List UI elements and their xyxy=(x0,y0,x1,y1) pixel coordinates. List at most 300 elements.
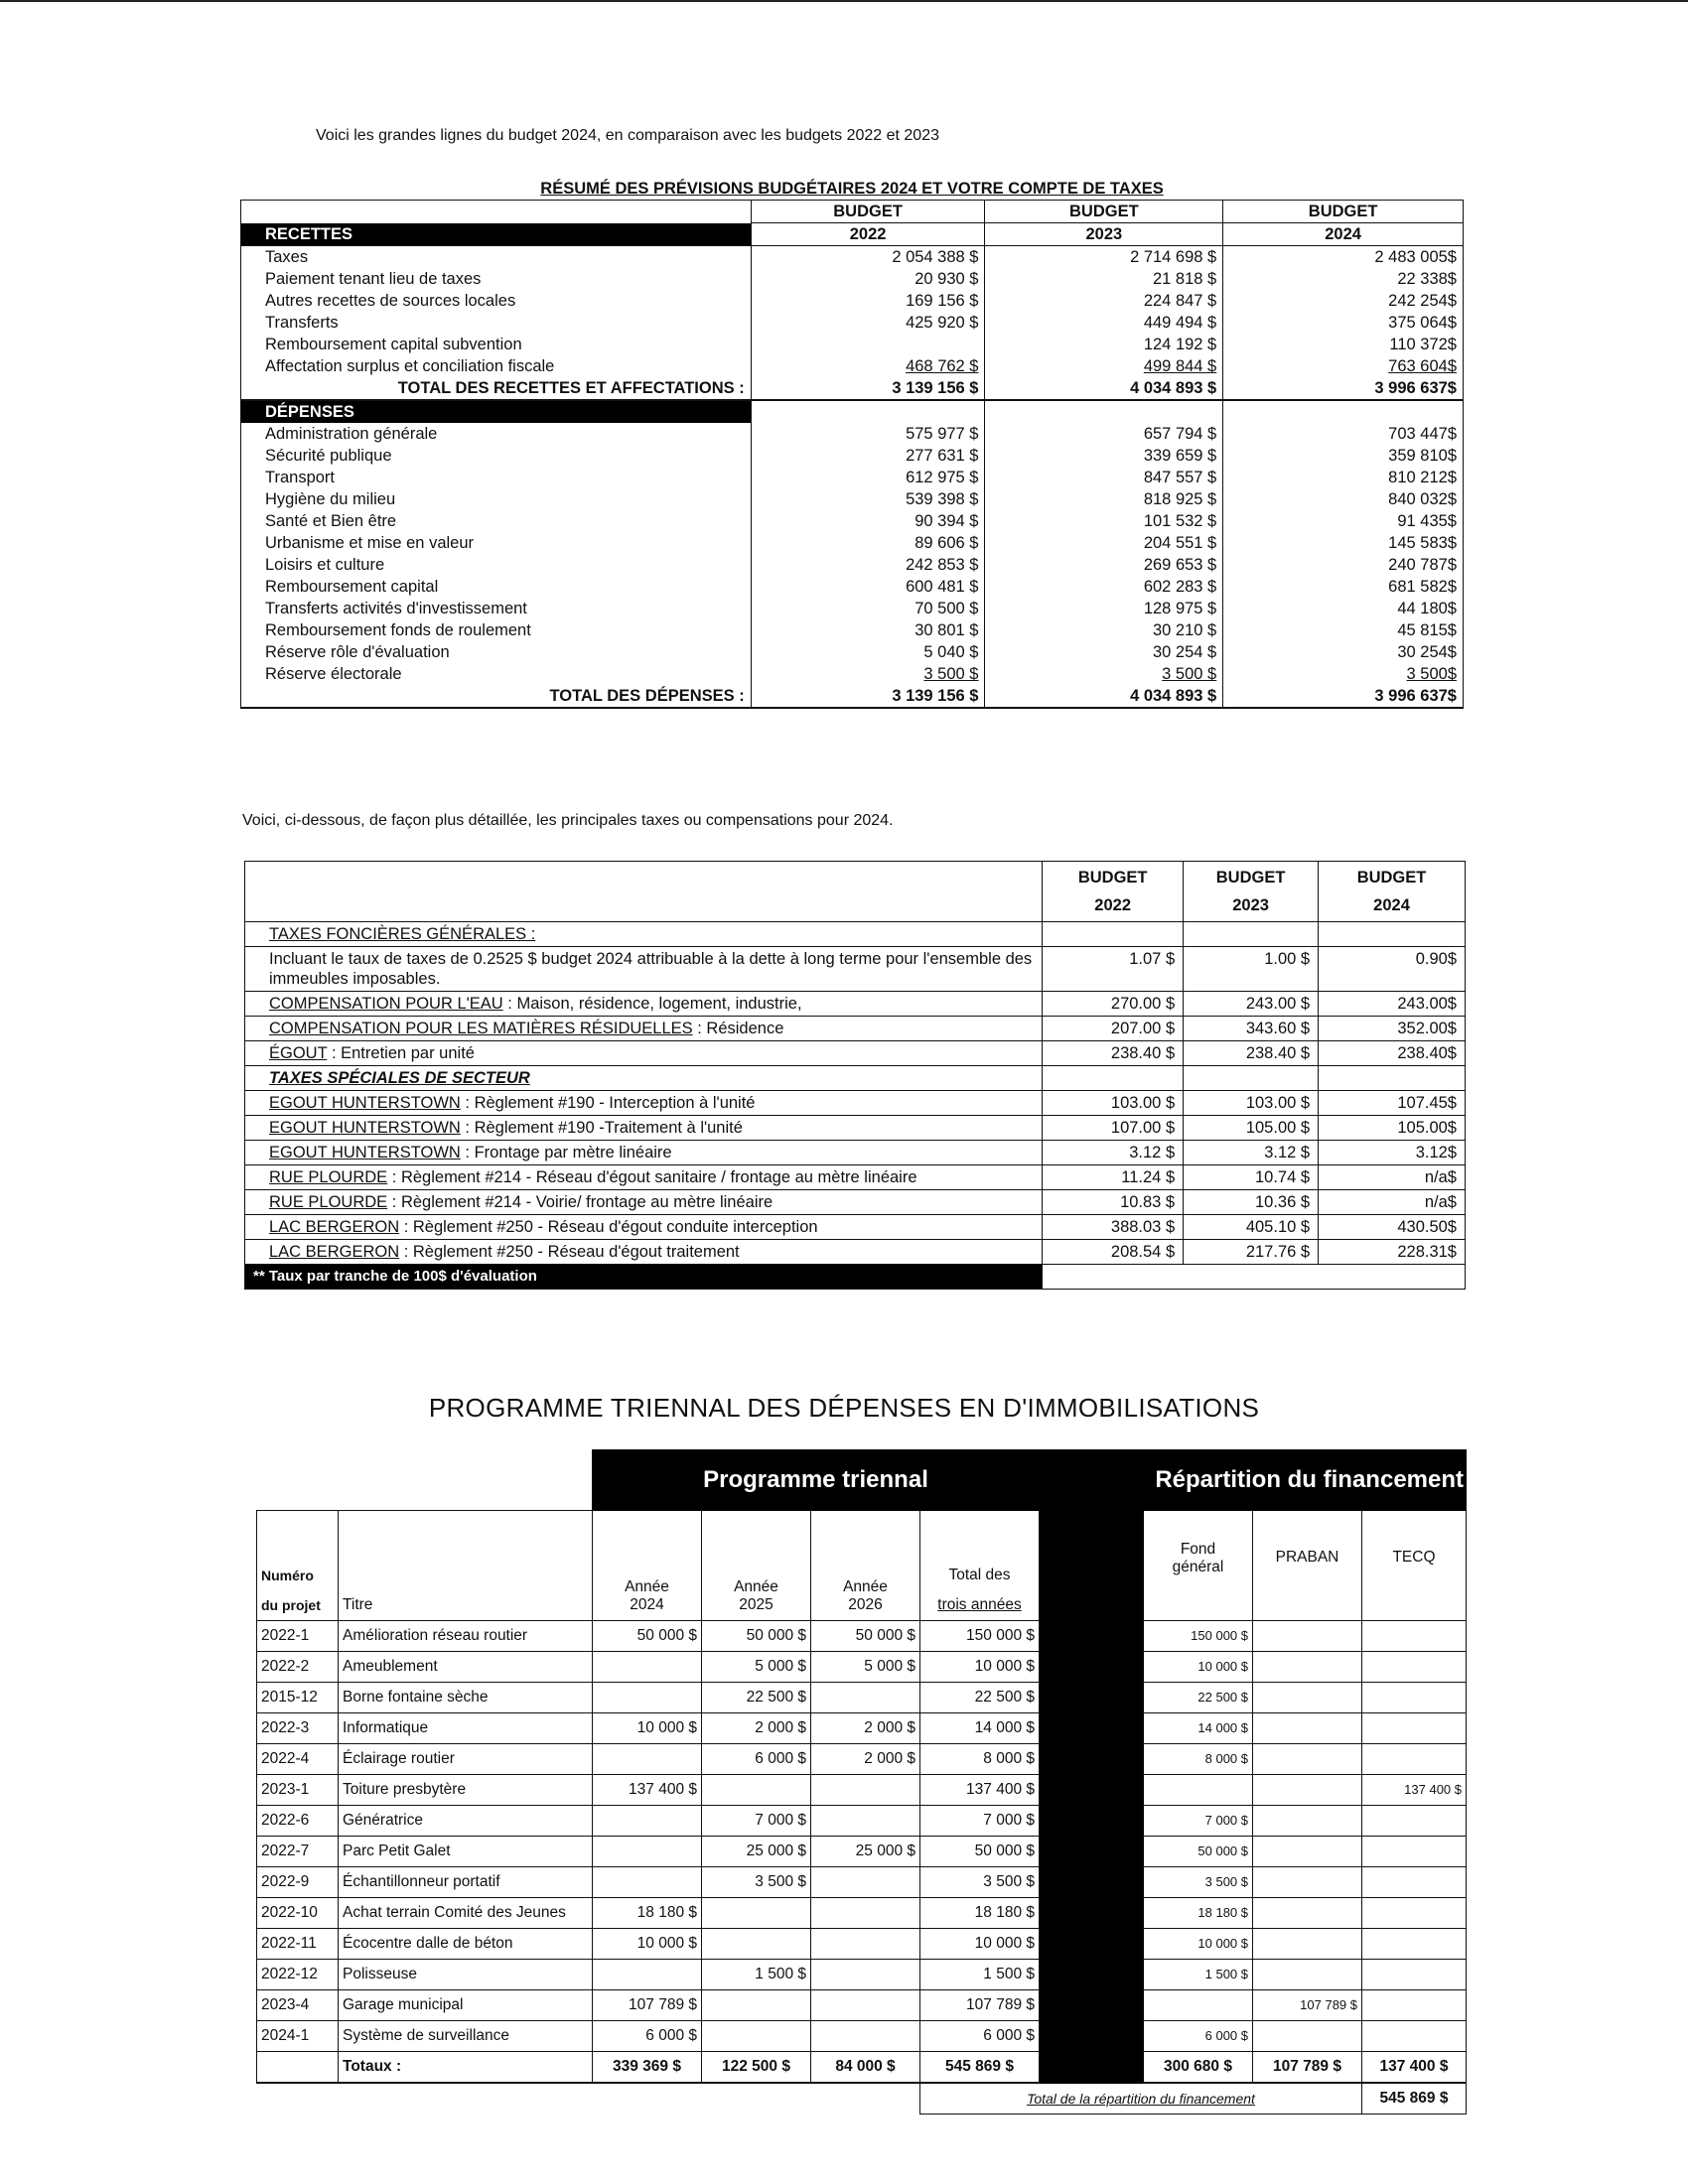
project-amount xyxy=(811,1775,920,1806)
row-value: 810 212$ xyxy=(1388,469,1457,486)
summary-row xyxy=(241,312,1464,334)
project-title: Amélioration réseau routier xyxy=(339,1621,593,1652)
row-label: Paiement tenant lieu de taxes xyxy=(241,268,752,290)
tax-description: : Règlement #214 - Voirie/ frontage au mètre linéaire xyxy=(387,1193,774,1211)
row-value: 5 040 $ xyxy=(923,643,979,661)
project-amount: 3 500 $ xyxy=(920,1867,1040,1898)
project-amount xyxy=(702,2021,811,2052)
project-title: Écocentre dalle de béton xyxy=(339,1929,593,1960)
financing-amount: 6 000 $ xyxy=(1144,2021,1253,2052)
project-number: 2015-12 xyxy=(257,1683,339,1713)
year-label: 2022 xyxy=(751,223,985,246)
tax-name: EGOUT HUNTERSTOWN xyxy=(269,1119,461,1137)
ptdi-group-row xyxy=(257,1450,1467,1511)
rate-value: 3.12 $ xyxy=(1043,1141,1184,1165)
financing-amount xyxy=(1362,1683,1467,1713)
summary-row xyxy=(241,598,1464,619)
project-number: 2022-7 xyxy=(257,1837,339,1867)
project-amount: 50 000 $ xyxy=(811,1621,920,1652)
project-row xyxy=(257,1929,1467,1960)
project-row xyxy=(257,1806,1467,1837)
total-label: TOTAL DES DÉPENSES : xyxy=(241,685,752,708)
general-header: TAXES FONCIÈRES GÉNÉRALES : xyxy=(269,925,536,943)
rate-value: 207.00 $ xyxy=(1043,1017,1184,1041)
summary-row xyxy=(241,268,1464,290)
rate-value: 105.00 $ xyxy=(1184,1116,1319,1141)
row-value: 3 500 $ xyxy=(1162,665,1217,683)
project-amount: 7 000 $ xyxy=(702,1806,811,1837)
expense-header-row xyxy=(241,400,1464,423)
financing-amount: 10 000 $ xyxy=(1144,1652,1253,1683)
financing-amount xyxy=(1253,1867,1362,1898)
project-title: Ameublement xyxy=(339,1652,593,1683)
project-row xyxy=(257,1744,1467,1775)
financing-amount xyxy=(1253,1683,1362,1713)
general-rate-text: Incluant le taux de taxes de 0.2525 $ budget 2024 attribuable à la dette à long terme pour l'ensemble des immeubles imposables. xyxy=(245,947,1043,992)
rate-value: 243.00 $ xyxy=(1184,992,1319,1017)
project-amount: 22 500 $ xyxy=(702,1683,811,1713)
financing-amount xyxy=(1362,1652,1467,1683)
summary-row xyxy=(241,619,1464,641)
project-amount: 6 000 $ xyxy=(593,2021,702,2052)
row-value: 499 844 $ xyxy=(1143,357,1217,375)
tax-row xyxy=(245,1240,1466,1265)
project-title: Borne fontaine sèche xyxy=(339,1683,593,1713)
row-value: 20 930 $ xyxy=(914,270,979,288)
summary-title: RÉSUMÉ DES PRÉVISIONS BUDGÉTAIRES 2024 ET VOTRE COMPTE DE TAXES xyxy=(540,180,1164,198)
summary-row xyxy=(241,334,1464,355)
row-value: 600 481 $ xyxy=(906,578,979,596)
rate-value: 228.31$ xyxy=(1319,1240,1466,1265)
tax-description: : Règlement #190 -Traitement à l'unité xyxy=(460,1119,743,1137)
tax-name: LAC BERGERON xyxy=(269,1218,400,1236)
row-value: 2 054 388 $ xyxy=(892,248,979,266)
row-value: 681 582$ xyxy=(1388,578,1457,596)
project-row xyxy=(257,1683,1467,1713)
rate-value: 10.36 $ xyxy=(1184,1190,1319,1215)
rate-value: 430.50$ xyxy=(1319,1215,1466,1240)
row-value: 91 435$ xyxy=(1397,512,1457,530)
total-amount: 84 000 $ xyxy=(811,2052,920,2084)
expense-header: DÉPENSES xyxy=(241,400,752,423)
tax-name: RUE PLOURDE xyxy=(269,1193,388,1211)
year-label: 2023 xyxy=(1232,896,1269,914)
row-value: 30 254$ xyxy=(1397,643,1457,661)
total-value: 4 034 893 $ xyxy=(985,377,1223,400)
financing-amount: 14 000 $ xyxy=(1144,1713,1253,1744)
financing-amount: 107 789 $ xyxy=(1253,1990,1362,2021)
summary-row xyxy=(241,532,1464,554)
row-label: Sécurité publique xyxy=(241,445,752,467)
year-label: 2024 xyxy=(1373,896,1410,914)
financing-amount xyxy=(1362,1621,1467,1652)
row-value: 2 714 698 $ xyxy=(1130,248,1217,266)
col-total: Total des xyxy=(948,1567,1011,1583)
financing-amount: 150 000 $ xyxy=(1144,1621,1253,1652)
rate-value: 105.00$ xyxy=(1319,1116,1466,1141)
row-label: Réserve électorale xyxy=(241,663,752,685)
project-amount xyxy=(811,1898,920,1929)
row-value: 242 853 $ xyxy=(906,556,979,574)
project-amount: 137 400 $ xyxy=(920,1775,1040,1806)
project-row xyxy=(257,2021,1467,2052)
rate-value: 10.83 $ xyxy=(1043,1190,1184,1215)
rate-value: 270.00 $ xyxy=(1043,992,1184,1017)
summary-row xyxy=(241,423,1464,445)
project-title: Éclairage routier xyxy=(339,1744,593,1775)
project-amount: 1 500 $ xyxy=(920,1960,1040,1990)
row-label: Transport xyxy=(241,467,752,488)
row-value: 703 447$ xyxy=(1388,425,1457,443)
tax-row xyxy=(245,1141,1466,1165)
budget-label: BUDGET xyxy=(985,201,1223,223)
summary-row xyxy=(241,290,1464,312)
repartition-value: 545 869 $ xyxy=(1362,2083,1467,2115)
rate-value: 10.74 $ xyxy=(1184,1165,1319,1190)
financing-amount xyxy=(1253,1898,1362,1929)
row-value: 539 398 $ xyxy=(906,490,979,508)
project-amount: 8 000 $ xyxy=(920,1744,1040,1775)
budget-label: BUDGET xyxy=(1215,869,1286,887)
financing-amount xyxy=(1362,1990,1467,2021)
total-financing: 300 680 $ xyxy=(1144,2052,1253,2084)
col-number: Numéro xyxy=(261,1568,314,1583)
tax-description: : Règlement #190 - Interception à l'unité xyxy=(460,1094,756,1112)
total-financing: 137 400 $ xyxy=(1362,2052,1467,2084)
totals-row xyxy=(257,2052,1467,2084)
total-value: 3 996 637$ xyxy=(1223,685,1464,708)
project-amount: 10 000 $ xyxy=(593,1713,702,1744)
row-value: 840 032$ xyxy=(1388,490,1457,508)
row-value: 90 394 $ xyxy=(914,512,979,530)
project-amount: 5 000 $ xyxy=(702,1652,811,1683)
project-title: Achat terrain Comité des Jeunes xyxy=(339,1898,593,1929)
financing-amount: 18 180 $ xyxy=(1144,1898,1253,1929)
project-amount: 7 000 $ xyxy=(920,1806,1040,1837)
project-amount xyxy=(811,1806,920,1837)
financing-amount: 22 500 $ xyxy=(1144,1683,1253,1713)
total-value: 3 139 156 $ xyxy=(751,685,985,708)
row-label: Réserve rôle d'évaluation xyxy=(241,641,752,663)
col-praban: PRABAN xyxy=(1253,1511,1362,1621)
financing-amount xyxy=(1362,1713,1467,1744)
tax-name: EGOUT HUNTERSTOWN xyxy=(269,1094,461,1112)
footnote-row xyxy=(245,1265,1466,1290)
rate-value: 3.12$ xyxy=(1319,1141,1466,1165)
project-amount: 50 000 $ xyxy=(702,1621,811,1652)
tax-row xyxy=(245,1165,1466,1190)
project-amount: 18 180 $ xyxy=(593,1898,702,1929)
row-label: Remboursement fonds de roulement xyxy=(241,619,752,641)
financing-amount xyxy=(1362,1898,1467,1929)
financing-amount xyxy=(1253,1652,1362,1683)
row-value: 30 801 $ xyxy=(914,621,979,639)
project-amount: 107 789 $ xyxy=(593,1990,702,2021)
row-label: Hygiène du milieu xyxy=(241,488,752,510)
rate-value: n/a$ xyxy=(1319,1165,1466,1190)
row-value: 169 156 $ xyxy=(906,292,979,310)
col-number-2: du projet xyxy=(261,1597,321,1613)
rate-value: 238.40 $ xyxy=(1184,1041,1319,1066)
rate-value: 388.03 $ xyxy=(1043,1215,1184,1240)
project-amount xyxy=(811,1960,920,1990)
project-amount: 22 500 $ xyxy=(920,1683,1040,1713)
summary-row xyxy=(241,445,1464,467)
financing-amount xyxy=(1362,1837,1467,1867)
total-financing: 107 789 $ xyxy=(1253,2052,1362,2084)
rate-value: 103.00 $ xyxy=(1184,1091,1319,1116)
project-amount xyxy=(593,1867,702,1898)
rate-value: 3.12 $ xyxy=(1184,1141,1319,1165)
project-amount xyxy=(593,1744,702,1775)
project-number: 2022-4 xyxy=(257,1744,339,1775)
project-amount: 10 000 $ xyxy=(593,1929,702,1960)
row-value: 22 338$ xyxy=(1397,270,1457,288)
row-label: Taxes xyxy=(241,246,752,269)
summary-row xyxy=(241,355,1464,377)
project-amount: 18 180 $ xyxy=(920,1898,1040,1929)
project-row xyxy=(257,1621,1467,1652)
financing-amount: 8 000 $ xyxy=(1144,1744,1253,1775)
tax-name: COMPENSATION POUR L'EAU xyxy=(269,995,503,1013)
row-label: Remboursement capital xyxy=(241,576,752,598)
rate-value: 343.60 $ xyxy=(1184,1017,1319,1041)
row-value: 847 557 $ xyxy=(1143,469,1217,486)
row-value: 2 483 005$ xyxy=(1374,248,1457,266)
row-value: 359 810$ xyxy=(1388,447,1457,465)
financing-amount: 7 000 $ xyxy=(1144,1806,1253,1837)
row-label: Remboursement capital subvention xyxy=(241,334,752,355)
summary-row xyxy=(241,576,1464,598)
col-tecq: TECQ xyxy=(1362,1511,1467,1621)
total-amount: 122 500 $ xyxy=(702,2052,811,2084)
row-label: Affectation surplus et conciliation fiscale xyxy=(241,355,752,377)
row-value: 468 762 $ xyxy=(906,357,979,375)
project-title: Échantillonneur portatif xyxy=(339,1867,593,1898)
tax-description: : Maison, résidence, logement, industrie, xyxy=(502,995,802,1013)
rate-value: 0.90$ xyxy=(1319,947,1466,992)
row-value: 449 494 $ xyxy=(1143,314,1217,332)
repartition-row xyxy=(257,2083,1467,2115)
total-amount: 339 369 $ xyxy=(593,2052,702,2084)
summary-row xyxy=(241,246,1464,269)
row-value: 3 500 $ xyxy=(923,665,979,683)
general-rate-row xyxy=(245,947,1466,992)
financing-amount xyxy=(1253,1775,1362,1806)
financing-amount xyxy=(1253,1837,1362,1867)
financing-amount xyxy=(1253,1621,1362,1652)
row-value: 277 631 $ xyxy=(906,447,979,465)
row-value: 240 787$ xyxy=(1388,556,1457,574)
project-amount xyxy=(593,1652,702,1683)
footnote: ** Taux par tranche de 100$ d'évaluation xyxy=(245,1265,1043,1290)
row-value: 30 254 $ xyxy=(1153,643,1217,661)
project-title: Génératrice xyxy=(339,1806,593,1837)
row-value: 818 925 $ xyxy=(1143,490,1217,508)
rate-value: 238.40 $ xyxy=(1043,1041,1184,1066)
row-value: 44 180$ xyxy=(1397,600,1457,617)
project-amount xyxy=(593,1806,702,1837)
financing-header: Répartition du financement xyxy=(1144,1450,1467,1511)
project-number: 2022-11 xyxy=(257,1929,339,1960)
financing-amount xyxy=(1253,1929,1362,1960)
total-label: TOTAL DES RECETTES ET AFFECTATIONS : xyxy=(241,377,752,400)
project-amount xyxy=(811,1929,920,1960)
project-amount xyxy=(593,1683,702,1713)
project-title: Garage municipal xyxy=(339,1990,593,2021)
project-row xyxy=(257,1867,1467,1898)
taxes-table xyxy=(244,861,1466,1290)
project-amount xyxy=(702,1929,811,1960)
total-value: 4 034 893 $ xyxy=(985,685,1223,708)
tax-description: : Règlement #250 - Réseau d'égout conduite interception xyxy=(399,1218,818,1236)
project-amount xyxy=(593,1837,702,1867)
financing-amount xyxy=(1362,1806,1467,1837)
rate-value: 1.07 $ xyxy=(1043,947,1184,992)
total-amount: 545 869 $ xyxy=(920,2052,1040,2084)
row-value: 224 847 $ xyxy=(1143,292,1217,310)
total-value: 3 139 156 $ xyxy=(751,377,985,400)
financing-amount: 50 000 $ xyxy=(1144,1837,1253,1867)
col-title: Titre xyxy=(339,1511,593,1621)
year-label: 2023 xyxy=(985,223,1223,246)
row-value: 425 920 $ xyxy=(906,314,979,332)
project-amount xyxy=(811,1990,920,2021)
row-value: 21 818 $ xyxy=(1153,270,1217,288)
row-value: 70 500 $ xyxy=(914,600,979,617)
project-row xyxy=(257,1960,1467,1990)
financing-amount xyxy=(1144,1990,1253,2021)
tax-description: : Frontage par mètre linéaire xyxy=(460,1144,672,1161)
summary-row xyxy=(241,467,1464,488)
row-value: 30 210 $ xyxy=(1153,621,1217,639)
project-row xyxy=(257,1652,1467,1683)
project-amount: 2 000 $ xyxy=(811,1713,920,1744)
revenue-header: RECETTES xyxy=(241,223,752,246)
totals-label: Totaux : xyxy=(339,2052,593,2084)
project-amount: 137 400 $ xyxy=(593,1775,702,1806)
rate-value: 405.10 $ xyxy=(1184,1215,1319,1240)
project-number: 2022-9 xyxy=(257,1867,339,1898)
row-value: 101 532 $ xyxy=(1143,512,1217,530)
row-value: 612 975 $ xyxy=(906,469,979,486)
financing-amount xyxy=(1362,1867,1467,1898)
financing-amount xyxy=(1253,2021,1362,2052)
row-value: 575 977 $ xyxy=(906,425,979,443)
row-value: 128 975 $ xyxy=(1143,600,1217,617)
summary-row xyxy=(241,488,1464,510)
project-amount: 1 500 $ xyxy=(702,1960,811,1990)
project-row xyxy=(257,1713,1467,1744)
year-label: 2024 xyxy=(1223,223,1464,246)
row-label: Urbanisme et mise en valeur xyxy=(241,532,752,554)
project-amount: 107 789 $ xyxy=(920,1990,1040,2021)
general-header-row xyxy=(245,922,1466,947)
col-year: Année 2024 xyxy=(593,1511,702,1621)
project-row xyxy=(257,1775,1467,1806)
project-amount: 150 000 $ xyxy=(920,1621,1040,1652)
summary-row xyxy=(241,641,1464,663)
project-amount xyxy=(593,1960,702,1990)
row-value: 204 551 $ xyxy=(1143,534,1217,552)
tax-name: EGOUT HUNTERSTOWN xyxy=(269,1144,461,1161)
financing-amount: 137 400 $ xyxy=(1362,1775,1467,1806)
tax-name: ÉGOUT xyxy=(269,1044,328,1062)
summary-row xyxy=(241,554,1464,576)
tax-row xyxy=(245,992,1466,1017)
tax-description: : Règlement #214 - Réseau d'égout sanitaire / frontage au mètre linéaire xyxy=(387,1168,917,1186)
project-row xyxy=(257,1837,1467,1867)
project-amount xyxy=(702,1775,811,1806)
project-number: 2024-1 xyxy=(257,2021,339,2052)
tax-row xyxy=(245,1091,1466,1116)
rate-value: 107.45$ xyxy=(1319,1091,1466,1116)
rate-value: 217.76 $ xyxy=(1184,1240,1319,1265)
intro-text: Voici les grandes lignes du budget 2024, en comparaison avec les budgets 2022 et 2023 xyxy=(316,127,939,144)
financing-amount xyxy=(1253,1744,1362,1775)
top-border xyxy=(0,0,1688,2)
program-header: Programme triennal xyxy=(593,1450,1040,1511)
project-amount: 6 000 $ xyxy=(702,1744,811,1775)
tax-row xyxy=(245,1041,1466,1066)
repartition-label: Total de la répartition du financement xyxy=(1027,2091,1255,2107)
project-amount: 50 000 $ xyxy=(920,1837,1040,1867)
financing-amount xyxy=(1362,1960,1467,1990)
rate-value: 352.00$ xyxy=(1319,1017,1466,1041)
project-title: Système de surveillance xyxy=(339,2021,593,2052)
project-amount xyxy=(811,1683,920,1713)
project-row xyxy=(257,1898,1467,1929)
financing-amount xyxy=(1362,1929,1467,1960)
tax-name: COMPENSATION POUR LES MATIÈRES RÉSIDUELLES xyxy=(269,1020,693,1037)
tax-name: LAC BERGERON xyxy=(269,1243,400,1261)
row-label: Autres recettes de sources locales xyxy=(241,290,752,312)
row-value: 657 794 $ xyxy=(1143,425,1217,443)
summary-row xyxy=(241,663,1464,685)
project-amount: 6 000 $ xyxy=(920,2021,1040,2052)
budget-label: BUDGET xyxy=(1077,869,1148,887)
row-value: 269 653 $ xyxy=(1143,556,1217,574)
rate-value: 238.40$ xyxy=(1319,1041,1466,1066)
project-title: Informatique xyxy=(339,1713,593,1744)
col-fund: Fond général xyxy=(1144,1511,1253,1621)
financing-amount xyxy=(1253,1713,1362,1744)
row-value: 145 583$ xyxy=(1388,534,1457,552)
ptdi-table xyxy=(256,1449,1467,2115)
col-total-2: trois années xyxy=(937,1596,1022,1613)
summary-total-row xyxy=(241,685,1464,708)
tax-description: : Entretien par unité xyxy=(327,1044,475,1062)
project-amount: 25 000 $ xyxy=(702,1837,811,1867)
summary-total-row xyxy=(241,377,1464,400)
ptdi-header-row xyxy=(257,1511,1467,1621)
project-number: 2023-1 xyxy=(257,1775,339,1806)
project-amount: 10 000 $ xyxy=(920,1652,1040,1683)
rate-value: 1.00 $ xyxy=(1184,947,1319,992)
col-year: Année 2026 xyxy=(811,1511,920,1621)
project-amount: 50 000 $ xyxy=(593,1621,702,1652)
project-amount xyxy=(811,1867,920,1898)
financing-amount xyxy=(1362,2021,1467,2052)
summary-row xyxy=(241,510,1464,532)
financing-amount xyxy=(1362,1744,1467,1775)
total-value: 3 996 637$ xyxy=(1223,377,1464,400)
tax-name: RUE PLOURDE xyxy=(269,1168,388,1186)
project-number: 2022-6 xyxy=(257,1806,339,1837)
rate-value: 243.00$ xyxy=(1319,992,1466,1017)
budget-label: BUDGET xyxy=(1356,869,1427,887)
project-amount: 10 000 $ xyxy=(920,1929,1040,1960)
